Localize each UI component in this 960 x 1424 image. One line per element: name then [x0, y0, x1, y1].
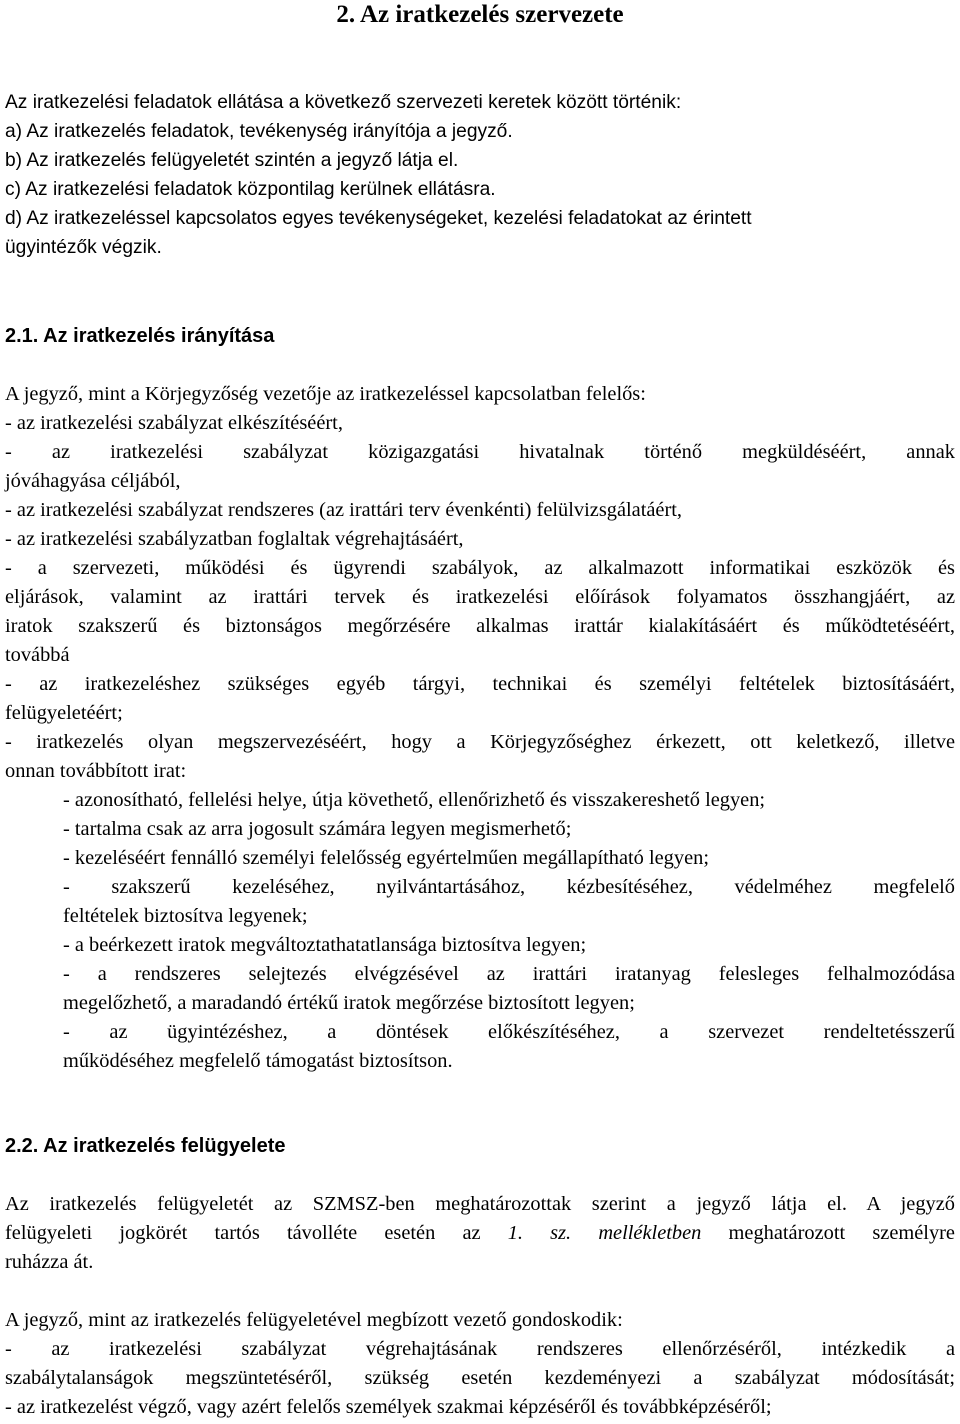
intro-item: c) Az iratkezelési feladatok központilag kerülnek ellátásra.	[5, 179, 496, 200]
sub-item: - a rendszeres selejtezés elvégzésével az irattári iratanyag felesleges felhalmozódása	[63, 963, 955, 985]
page-title: 2. Az iratkezelés szervezete	[336, 1, 624, 28]
section-heading: 2.1. Az iratkezelés irányítása	[5, 325, 275, 347]
sub-item: megelőzhető, a maradandó értékű iratok megőrzése biztosított legyen;	[63, 992, 635, 1014]
body-line: továbbá	[5, 644, 70, 666]
sub-item: - a beérkezett iratok megváltoztathatatlansága biztosítva legyen;	[63, 934, 587, 956]
body-text: felügyeleti jogkörét tartós távolléte esetén az	[5, 1222, 508, 1244]
section-heading: 2.2. Az iratkezelés felügyelete	[5, 1135, 286, 1157]
body-line: - az iratkezelési szabályzatban foglaltak végrehajtásáért,	[5, 528, 464, 550]
body-line: - az iratkezelési szabályzat végrehajtásának rendszeres ellenőrzéséről, intézkedik a	[5, 1338, 955, 1360]
sub-item: - az ügyintézéshez, a döntések előkészítéséhez, a szervezet rendeltetésszerű	[63, 1021, 955, 1043]
body-text: meghatározott személyre	[701, 1222, 955, 1244]
body-line: felügyeletéért;	[5, 702, 123, 724]
body-line	[5, 1219, 955, 1248]
sub-item: - tartalma csak az arra jogosult számára legyen megismerhető;	[63, 818, 572, 840]
intro-item: d) Az iratkezeléssel kapcsolatos egyes tevékenységeket, kezelési feladatokat az érintett	[5, 208, 752, 229]
intro-section	[5, 88, 955, 262]
body-line: - az iratkezeléshez szükséges egyéb tárgyi, technikai és személyi feltételek biztosításáért,	[5, 673, 955, 695]
body-line: - az iratkezelési szabályzat elkészítéséért,	[5, 412, 343, 434]
section-2-2-body	[5, 1190, 955, 1277]
body-line: eljárások, valamint az irattári tervek és iratkezelési előírások folyamatos összhangjáért, az	[5, 586, 955, 608]
section-2-2-duties	[5, 1306, 955, 1422]
intro-lead: Az iratkezelési feladatok ellátása a következő szervezeti keretek között történik:	[5, 92, 682, 113]
body-line: - az iratkezelési szabályzat közigazgatási hivatalnak történő megküldéséért, annak	[5, 441, 955, 463]
section-2-1-body	[5, 380, 955, 1076]
body-line: iratok szakszerű és biztonságos megőrzésére alkalmas irattár kialakításáért és működtetéséért,	[5, 615, 955, 637]
intro-item: a) Az iratkezelés feladatok, tevékenység irányítója a jegyző.	[5, 121, 513, 142]
sub-item: - szakszerű kezeléséhez, nyilvántartásához, kézbesítéséhez, védelméhez megfelelő	[63, 876, 955, 898]
section-2-2	[5, 1132, 955, 1161]
body-line: ruházza át.	[5, 1251, 94, 1273]
section-2-1	[5, 322, 955, 351]
intro-item: ügyintézők végzik.	[5, 237, 162, 258]
body-line: jóváhagyása céljából,	[5, 470, 181, 492]
sub-item: - azonosítható, fellelési helye, útja követhető, ellenőrizhető és visszakereshető legyen;	[63, 789, 766, 811]
annex-reference: 1. sz. mellékletben	[507, 1222, 702, 1244]
body-line: A jegyző, mint a Körjegyzőség vezetője az iratkezeléssel kapcsolatban felelős:	[5, 383, 646, 405]
intro-item: b) Az iratkezelés felügyeletét szintén a jegyző látja el.	[5, 150, 459, 171]
sub-list	[5, 786, 955, 1076]
sub-item: feltételek biztosítva legyenek;	[63, 905, 308, 927]
body-line: - iratkezelés olyan megszervezéséért, hogy a Körjegyzőséghez érkezett, ott keletkező, illetve	[5, 731, 955, 753]
sub-item: - kezeléséért fennálló személyi felelősség egyértelműen megállapítható legyen;	[63, 847, 709, 869]
sub-item: működéséhez megfelelő támogatást biztosítson.	[63, 1050, 453, 1072]
body-line: A jegyző, mint az iratkezelés felügyeletével megbízott vezető gondoskodik:	[5, 1309, 623, 1331]
body-line: Az iratkezelés felügyeletét az SZMSZ-ben meghatározottak szerint a jegyző látja el. A jegyző	[5, 1193, 955, 1215]
body-line: - a szervezeti, működési és ügyrendi szabályok, az alkalmazott informatikai eszközök és	[5, 557, 955, 579]
body-line: onnan továbbított irat:	[5, 760, 187, 782]
body-line: szabálytalanságok megszüntetéséről, szükség esetén kezdeményezi a szabályzat módosítását;	[5, 1367, 955, 1389]
body-line: - az iratkezelést végző, vagy azért felelős személyek szakmai képzéséről és továbbképzéséről;	[5, 1396, 772, 1418]
body-line: - az iratkezelési szabályzat rendszeres (az irattári terv évenkénti) felülvizsgálatáért,	[5, 499, 683, 521]
